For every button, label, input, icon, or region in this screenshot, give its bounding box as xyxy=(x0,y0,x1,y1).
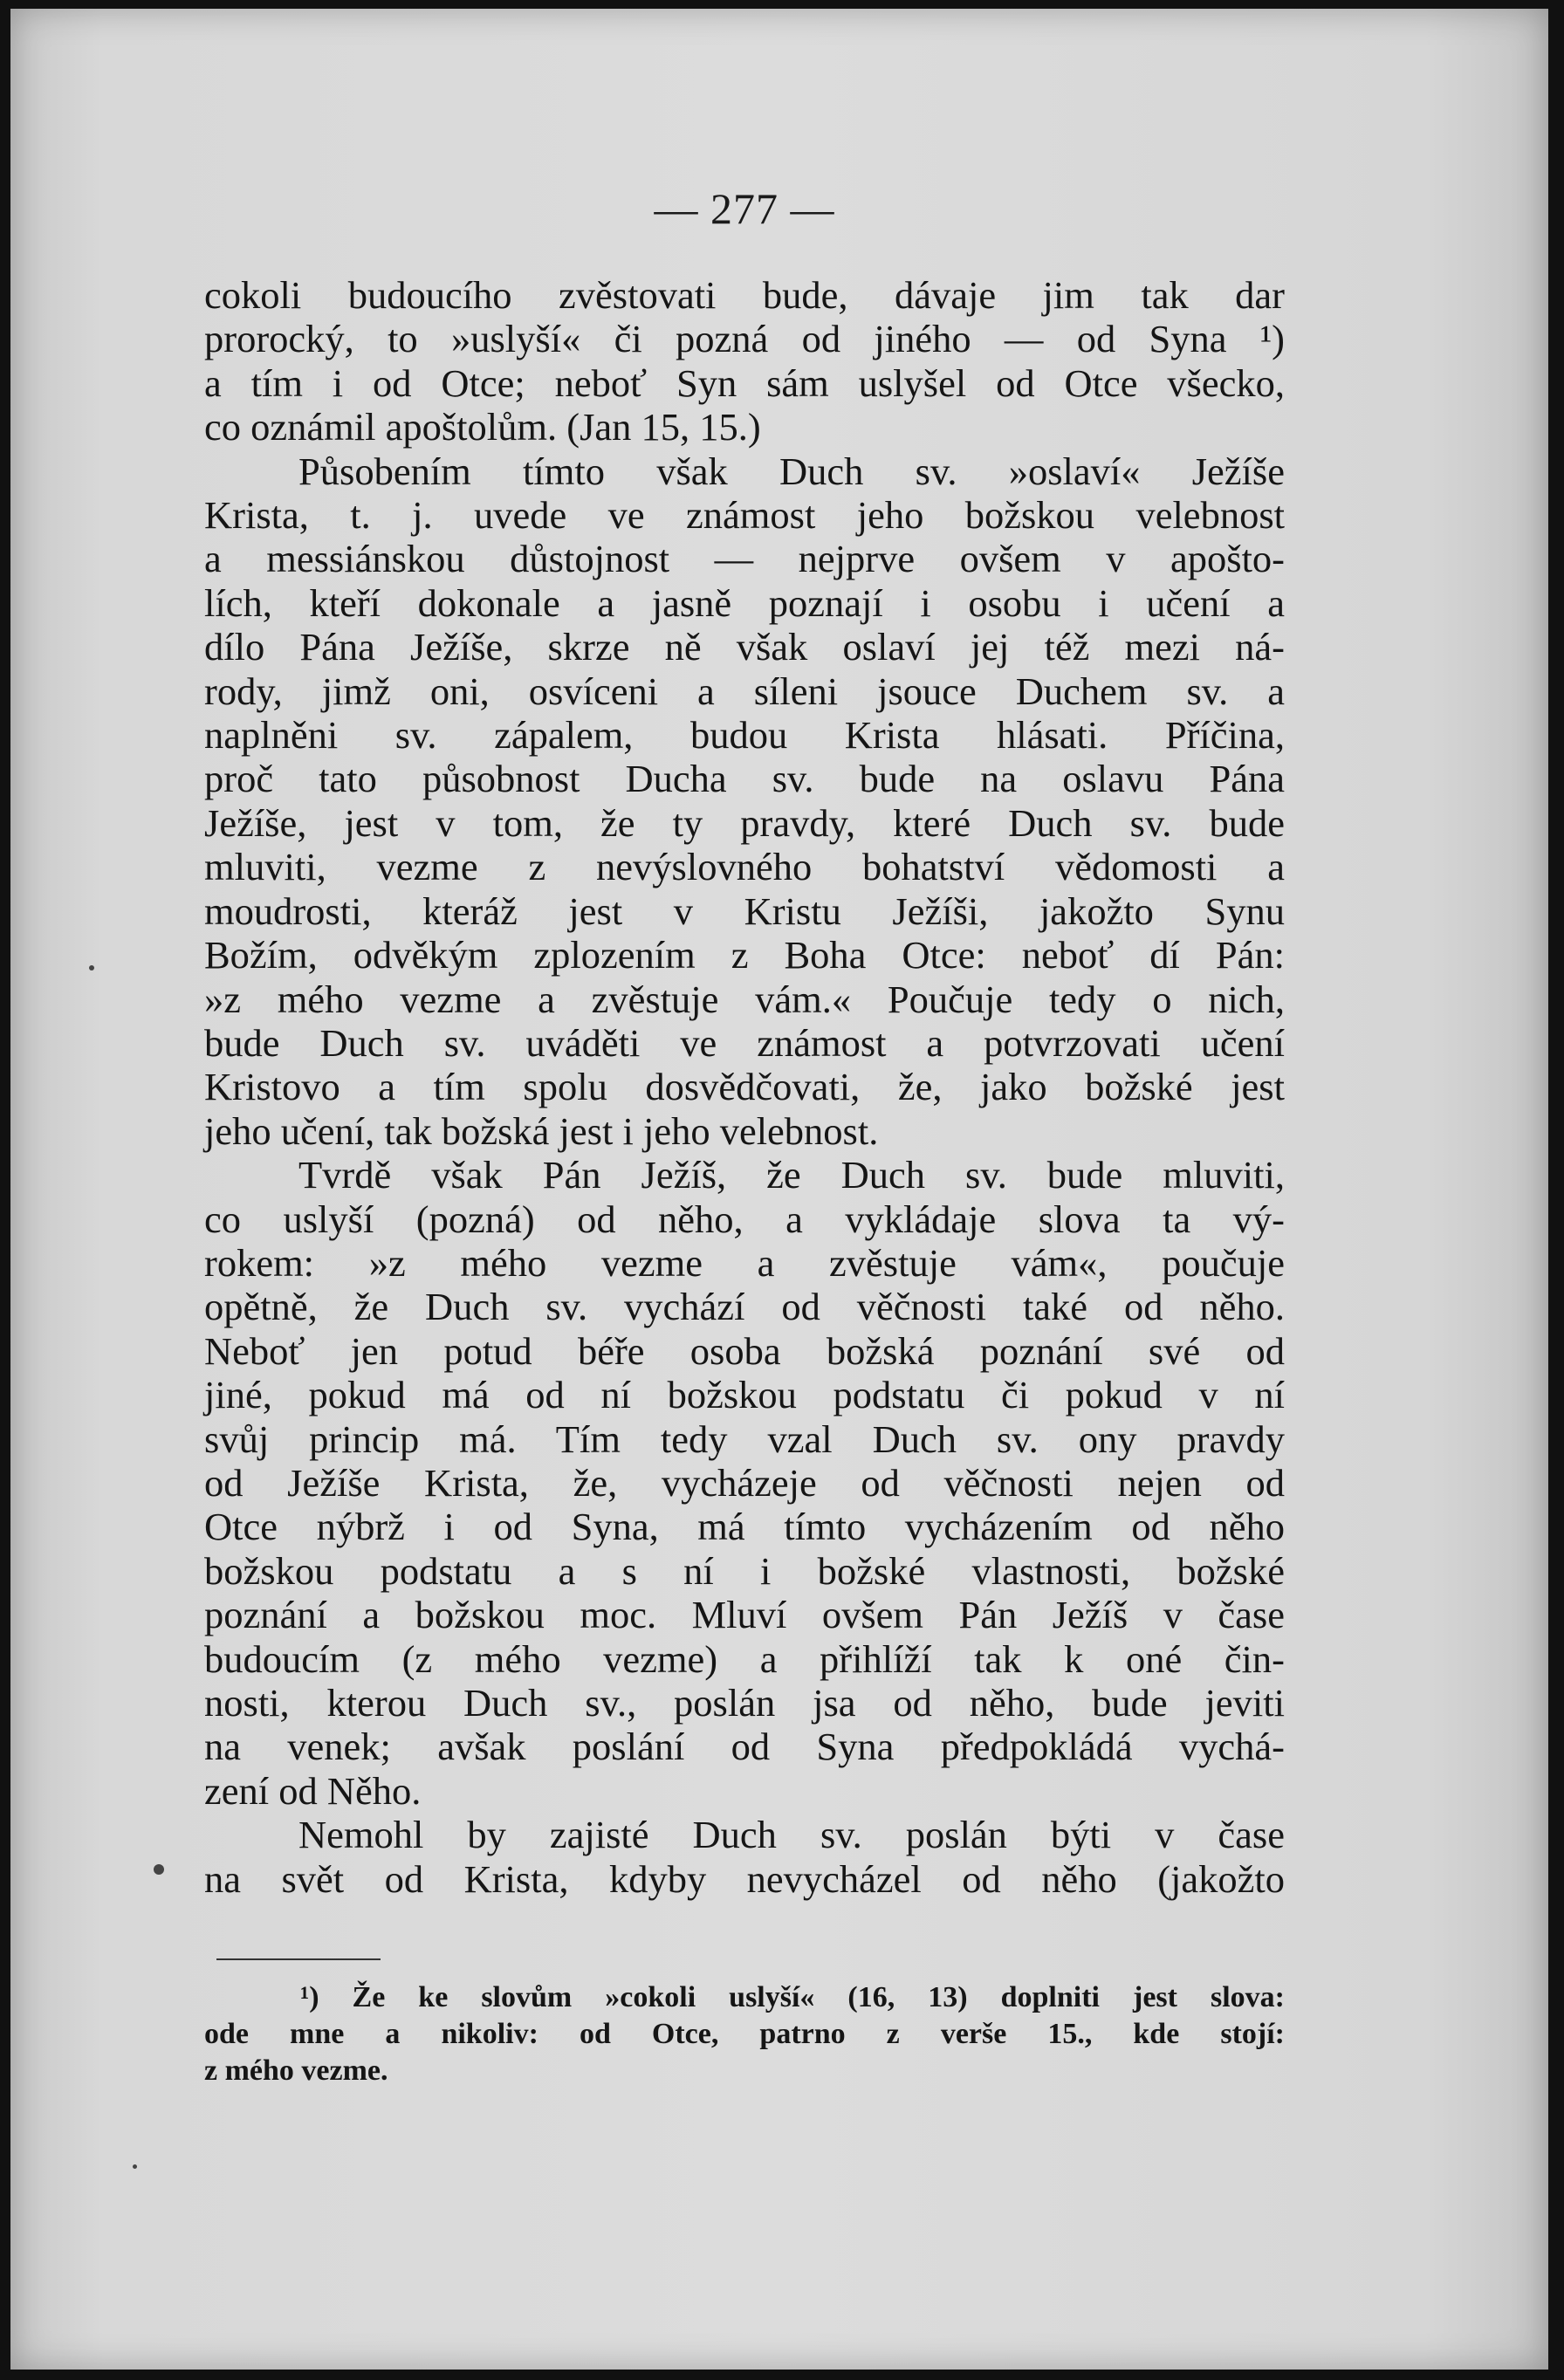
text-line: rokem: »z mého vezme a zvěstuje vám«, poučuje xyxy=(204,1240,1285,1285)
text-line: svůj princip má. Tím tedy vzal Duch sv. ony pravdy xyxy=(204,1416,1285,1461)
text-line: mluviti, vezme z nevýslovného bohatství vědomosti a xyxy=(204,845,1285,889)
text-line: Kristovo a tím spolu dosvědčovati, že, jako božské jest xyxy=(204,1065,1285,1109)
paragraph-1 xyxy=(204,273,1285,449)
text-line: jeho učení, tak božská jest i jeho velebnost. xyxy=(204,1108,879,1153)
paragraph-3 xyxy=(204,1153,1285,1813)
text-line: lích, kteří dokonale a jasně poznají i osobu i učení a xyxy=(204,580,1285,625)
text-line: Působením tímto však Duch sv. »oslaví« Ježíše xyxy=(298,449,1285,493)
text-line: na venek; avšak poslání od Syna předpokládá vychá- xyxy=(204,1725,1285,1769)
paragraph-4 xyxy=(204,1813,1285,1901)
footnote-line: ¹) Že ke slovům »cokoli uslyší« (16, 13) doplniti jest slova: xyxy=(300,1981,1285,2013)
text-line: zení od Něho. xyxy=(204,1768,422,1813)
paragraph-2 xyxy=(204,449,1285,1154)
text-line: cokoli budoucího zvěstovati bude, dávaje jim tak dar xyxy=(204,273,1285,317)
text-line: Neboť jen potud béře osoba božská poznání své od xyxy=(204,1328,1285,1373)
text-line: poznání a božskou moc. Mluví ovšem Pán Ježíš v čase xyxy=(204,1593,1285,1637)
text-line: rody, jimž oni, osvíceni a síleni jsouce Duchem sv. a xyxy=(204,669,1285,713)
document-page xyxy=(10,9,1548,2370)
text-line: proč tato působnost Ducha sv. bude na oslavu Pána xyxy=(204,757,1285,801)
text-line: Tvrdě však Pán Ježíš, že Duch sv. bude mluviti, xyxy=(298,1153,1285,1197)
footnote-line: ode mne a nikoliv: od Otce, patrno z verše 15., kde stojí: xyxy=(204,2018,1285,2050)
text-line: moudrosti, kteráž jest v Kristu Ježíši, jakožto Synu xyxy=(204,888,1285,933)
scan-speck xyxy=(133,2164,137,2169)
footnote xyxy=(204,1979,1285,2089)
scan-speck xyxy=(89,965,94,971)
text-line: budoucím (z mého vezme) a přihlíží tak k oné čin- xyxy=(204,1636,1285,1681)
scan-speck xyxy=(154,1864,164,1875)
text-line: Krista, t. j. uvede ve známost jeho božskou velebnost xyxy=(204,493,1285,538)
text-line: Otce nýbrž i od Syna, má tímto vycházením od něho xyxy=(204,1505,1285,1549)
text-line: od Ježíše Krista, že, vycházeje od věčnosti nejen od xyxy=(204,1460,1285,1505)
text-line: a messiánskou důstojnost — nejprve ovšem v apošto- xyxy=(204,537,1285,581)
text-line: bude Duch sv. uváděti ve známost a potvrzovati učení xyxy=(204,1020,1285,1065)
text-line: dílo Pána Ježíše, skrze ně však oslaví jej též mezi ná- xyxy=(204,625,1285,669)
text-line: a tím i od Otce; neboť Syn sám uslyšel od Otce všecko, xyxy=(204,360,1285,405)
text-line: »z mého vezme a zvěstuje vám.« Poučuje tedy o nich, xyxy=(204,977,1285,1021)
text-line: co oznámil apoštolům. (Jan 15, 15.) xyxy=(204,405,761,449)
text-line: naplněni sv. zápalem, budou Krista hlásati. Příčina, xyxy=(204,713,1285,758)
text-line: Božím, odvěkým zplozením z Boha Otce: neboť dí Pán: xyxy=(204,933,1285,977)
body-text xyxy=(204,273,1285,1901)
text-line: prorocký, to »uslyší« či pozná od jiného — od Syna ¹) xyxy=(204,317,1285,361)
text-line: nosti, kterou Duch sv., poslán jsa od něho, bude jeviti xyxy=(204,1681,1285,1725)
footnote-divider xyxy=(216,1958,381,1960)
text-line: co uslyší (pozná) od něho, a vykládaje slova ta vý- xyxy=(204,1197,1285,1241)
page-number: — 277 — xyxy=(654,184,835,233)
text-line: na svět od Krista, kdyby nevycházel od něho (jakožto xyxy=(204,1856,1285,1901)
footnote-line: z mého vezme. xyxy=(204,2054,388,2087)
text-line: jiné, pokud má od ní božskou podstatu či pokud v ní xyxy=(204,1373,1285,1417)
text-line: Ježíše, jest v tom, že ty pravdy, které Duch sv. bude xyxy=(204,800,1285,845)
text-line: Nemohl by zajisté Duch sv. poslán býti v čase xyxy=(298,1813,1285,1857)
text-line: opětně, že Duch sv. vychází od věčnosti také od něho. xyxy=(204,1285,1285,1329)
text-line: božskou podstatu a s ní i božské vlastnosti, božské xyxy=(204,1548,1285,1593)
